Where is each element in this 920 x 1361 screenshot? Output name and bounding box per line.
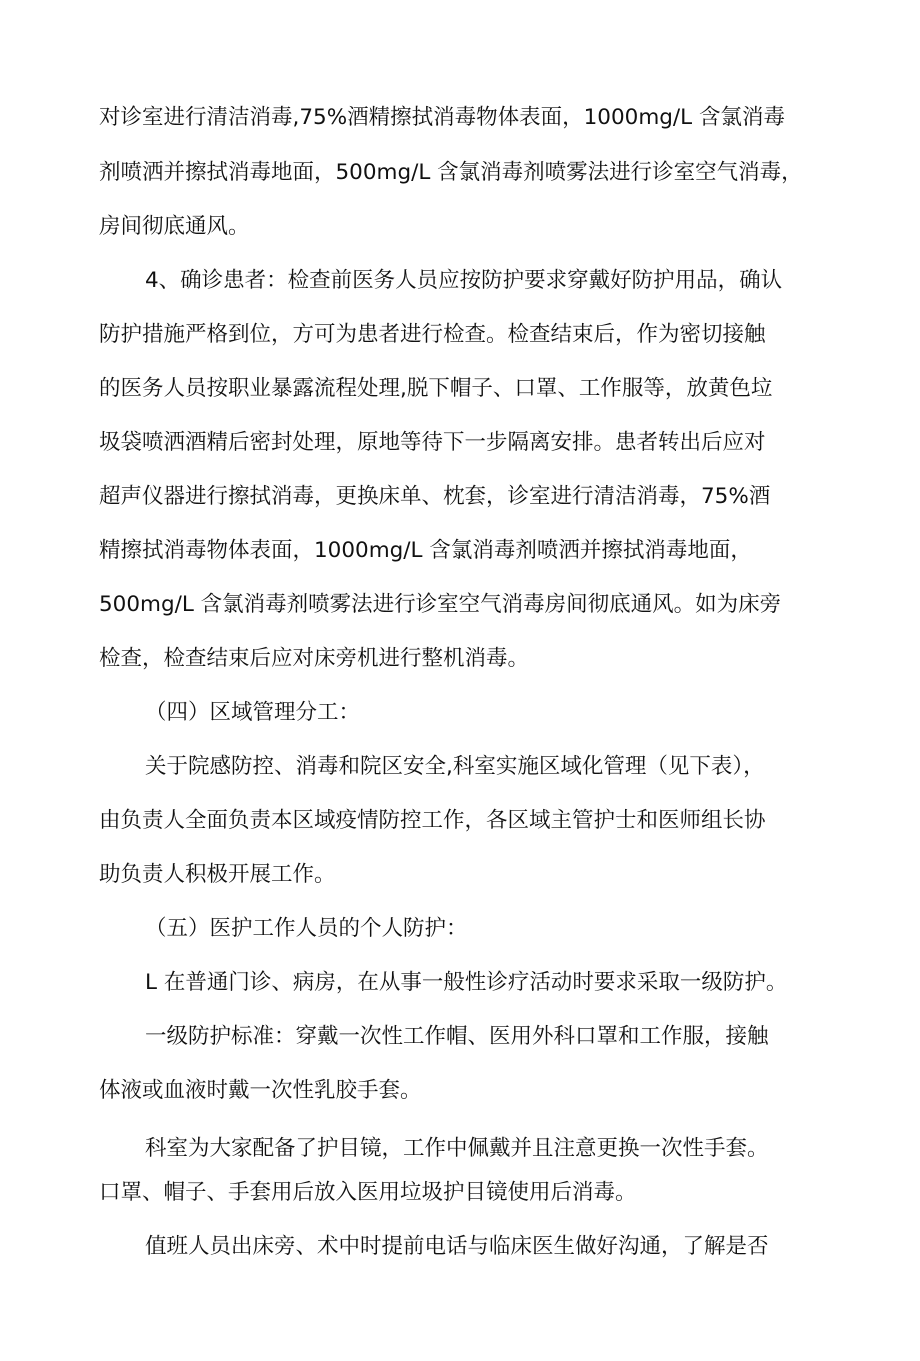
text-line: 的医务人员按职业暴露流程处理,脱下帽子、口罩、工作服等，放黄色垃: [99, 376, 773, 401]
text-line: 关于院感防控、消毒和院区安全,科室实施区域化管理（见下表），: [145, 754, 765, 779]
text-line: 助负责人积极开展工作。: [99, 862, 336, 887]
text-line: 口罩、帽子、手套用后放入医用垃圾护目镜使用后消毒。: [99, 1180, 637, 1205]
text-line: 精擦拭消毒物体表面，1000mg/L 含氯消毒剂喷洒并擦拭消毒地面，: [99, 538, 752, 563]
text-line: 4、确诊患者：检查前医务人员应按防护要求穿戴好防护用品，确认: [145, 268, 783, 293]
text-line: 超声仪器进行擦拭消毒，更换床单、枕套，诊室进行清洁消毒，75%酒: [99, 484, 771, 509]
text-line: 房间彻底通风。: [99, 214, 250, 239]
text-line: 圾袋喷洒酒精后密封处理，原地等待下一步隔离安排。患者转出后应对: [99, 430, 766, 455]
text-line: 科室为大家配备了护目镜，工作中佩戴并且注意更换一次性手套。: [145, 1136, 769, 1161]
text-line: 对诊室进行清洁消毒,75%酒精擦拭消毒物体表面，1000mg/L 含氯消毒: [99, 105, 785, 130]
text-line: 500mg/L 含氯消毒剂喷雾法进行诊室空气消毒房间彻底通风。如为床旁: [99, 592, 782, 617]
text-line: L 在普通门诊、病房，在从事一般性诊疗活动时要求采取一级防护。: [145, 970, 788, 995]
text-line: 剂喷洒并擦拭消毒地面，500mg/L 含氯消毒剂喷雾法进行诊室空气消毒，: [99, 160, 803, 185]
text-line: 防护措施严格到位，方可为患者进行检查。检查结束后，作为密切接触: [99, 322, 766, 347]
section-heading: （四）区域管理分工：: [145, 700, 361, 725]
text-line: 由负责人全面负责本区域疫情防控工作，各区域主管护士和医师组长协: [99, 808, 766, 833]
text-line: 体液或血液时戴一次性乳胶手套。: [99, 1078, 422, 1103]
text-line: 值班人员出床旁、术中时提前电话与临床医生做好沟通，了解是否: [145, 1234, 769, 1259]
text-line: 检查，检查结束后应对床旁机进行整机消毒。: [99, 646, 530, 671]
text-line: 一级防护标准：穿戴一次性工作帽、医用外科口罩和工作服，接触: [145, 1024, 769, 1049]
section-heading: （五）医护工作人员的个人防护：: [145, 916, 468, 941]
